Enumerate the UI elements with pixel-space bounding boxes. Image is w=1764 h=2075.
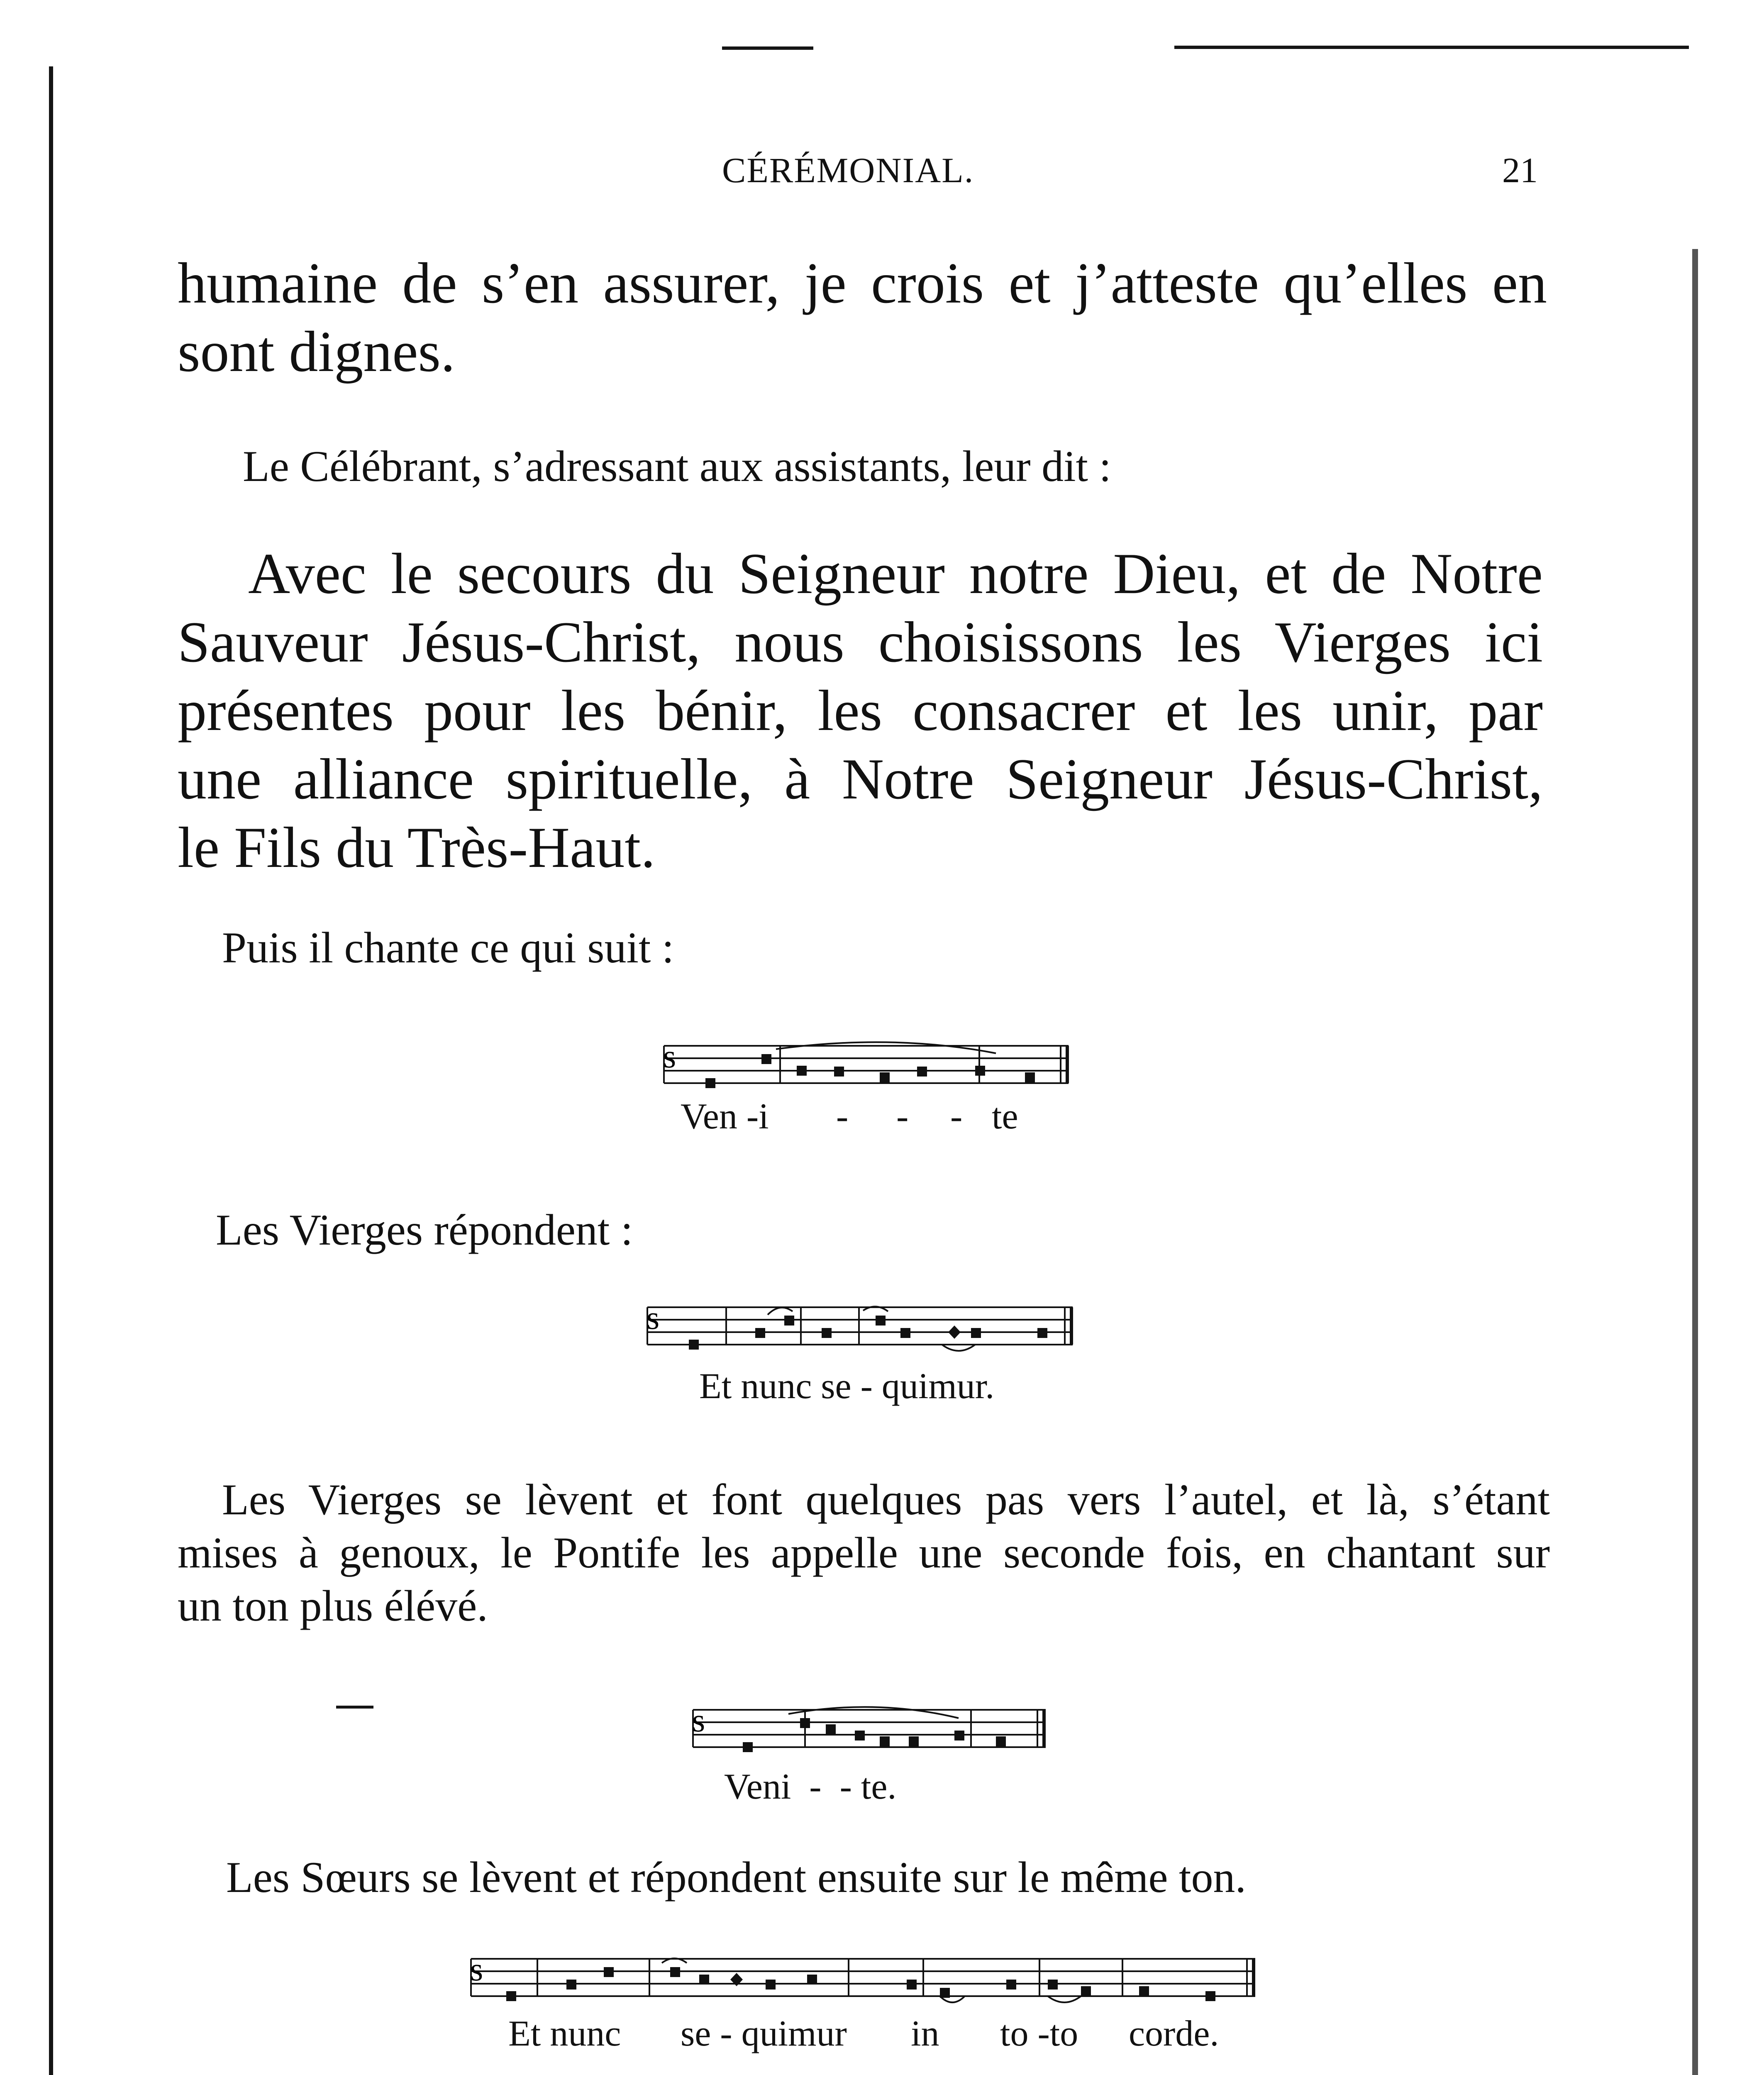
svg-text:s: s — [692, 1702, 705, 1739]
chant-staff-2 — [643, 1295, 1083, 1361]
rubric-virgins-rise-2: mises à genoux, le Pontife les appelle une seconde fois, en chantant sur — [178, 1528, 1550, 1577]
right-binding-edge — [1692, 249, 1698, 2075]
chant-staff-1 — [660, 1038, 1079, 1104]
body-line-2: sont dignes. — [178, 320, 455, 384]
running-header: CÉRÉMONIAL. — [722, 150, 974, 190]
body-line-1: humaine de s’en assurer, je crois et j’atteste qu’elles en — [178, 251, 1547, 315]
chant-4-lyric-2: se - quimur — [681, 2014, 847, 2054]
chant-staff-4 — [467, 1946, 1264, 2013]
top-rule-left — [722, 46, 813, 50]
speech-line-4: une alliance spirituelle, à Notre Seigneur Jésus-Christ, — [178, 747, 1543, 811]
top-rule-right — [1174, 46, 1689, 49]
chant-1-lyric-5: te — [992, 1096, 1018, 1137]
speech-line-3: présentes pour les bénir, les consacrer et les unir, par — [178, 679, 1543, 743]
chant-1-lyric-2: - — [836, 1096, 849, 1137]
chant-staff-3 — [689, 1702, 1054, 1768]
rubric-virgins-respond: Les Vierges répondent : — [216, 1206, 633, 1254]
speech-line-2: Sauveur Jésus-Christ, nous choisissons les Vierges ici — [178, 610, 1543, 674]
chant-4-lyric-4: to -to — [1000, 2014, 1078, 2054]
speech-line-1: Avec le secours du Seigneur notre Dieu, et de Notre — [248, 542, 1543, 606]
chant-4-lyric-1: Et nunc — [508, 2014, 621, 2054]
margin-dash — [336, 1706, 373, 1709]
rubric-celebrant: Le Célébrant, s’adressant aux assistants, leur dit : — [243, 442, 1111, 491]
chant-2-lyric: Et nunc se - quimur. — [699, 1366, 995, 1406]
chant-4-lyric-3: in — [911, 2014, 939, 2054]
chant-4-lyric-5: corde. — [1129, 2014, 1219, 2054]
left-binding-line — [49, 66, 53, 2075]
chant-1-lyric-3: - — [896, 1096, 909, 1137]
rubric-sisters-rise: Les Sœurs se lèvent et répondent ensuite sur le même ton. — [226, 1853, 1246, 1902]
svg-text:s: s — [647, 1300, 660, 1336]
page-number: 21 — [1502, 150, 1538, 190]
rubric-virgins-rise-1: Les Vierges se lèvent et font quelques pas vers l’autel, et là, s’étant — [222, 1475, 1550, 1524]
svg-text:s: s — [470, 1951, 483, 1988]
speech-line-5: le Fils du Très-Haut. — [178, 815, 656, 880]
chant-1-lyric-4: - — [950, 1096, 963, 1137]
chant-1-lyric-1: Ven -i — [681, 1096, 769, 1137]
rubric-virgins-rise-3: un ton plus élévé. — [178, 1582, 488, 1630]
rubric-chant-intro: Puis il chante ce qui suit : — [222, 923, 674, 972]
svg-text:s: s — [663, 1038, 676, 1075]
chant-3-lyric: Veni - - te. — [724, 1767, 897, 1807]
